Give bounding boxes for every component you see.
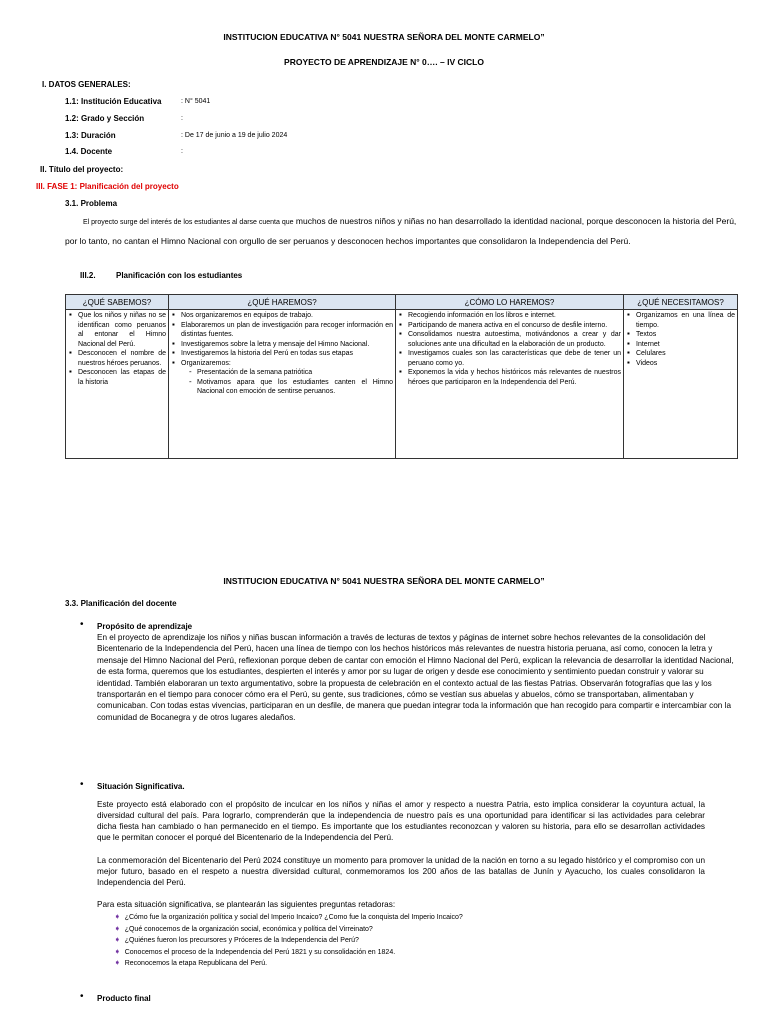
datos-label-4: 1.4. Docente (65, 147, 113, 156)
list-item: ▪ Internet (636, 340, 735, 350)
list-item: ▪ Organizaremos: (181, 359, 393, 369)
header-necesitamos: ¿QUÉ NECESITAMOS? (624, 295, 738, 310)
list-item: ▪ Nos organizaremos en equipos de trabajo. (181, 311, 393, 321)
table-row (66, 310, 738, 459)
datos-value-2: : (181, 115, 183, 122)
datos-generales-title: I. DATOS GENERALES: (42, 80, 131, 89)
proposito-title: Propósito de aprendizaje (97, 622, 193, 631)
planificacion-label: Planificación con los estudiantes (116, 271, 243, 280)
producto-title: Producto final (97, 994, 151, 1003)
bullet-icon: • (80, 779, 84, 790)
list-item: ▪ Celulares (636, 349, 735, 359)
arrow-bullet-icon: ➧ (114, 946, 121, 956)
list-item: ▪ Exponemos la vida y hechos históricos más relevantes de nuestros héroes que participaron en la Independencia del Perú. (408, 368, 621, 387)
datos-label-3: 1.3: Duración (65, 131, 116, 140)
arrow-bullet-icon: ➧ (114, 912, 121, 921)
list-item: ➧ Reconocemos la etapa Republicana del Perú. (114, 958, 268, 967)
list-item: - Presentación de la semana patriótica (197, 368, 393, 378)
proposito-text: En el proyecto de aprendizaje los niños y niñas buscan información a través de lecturas de textos y páginas de internet sobre hechos relevantes de la consolidación del Bicentenario de la Independencia del Perú, hacen una línea de tiempo con los hechos históricos más relevantes de nuestra historia peruana, así como, conocen la letra y mensaje del Himno Nacional del Perú, reflexionan porque deben de cantar con emoción el Himno Nacional del Perú, explican la relevancia de desarrollar la identidad Nacional, de esta forma, queremos que los estudiantes, despierten el interés y amor por su lugar de origen y desde ese conocimiento y sentimiento puedan construir y valorar su identidad. También elaboraran un texto argumentativo, sobre la propuesta de celebración en el contexto actual de las fiestas Patrias. Observarán fotografías que las y los transportarán en el tiempo para conocer cómo era el Perú, su gente, sus tradiciones, cómo se vestían sus abuelas y abuelos, cómo se transportaban, alimentaban y comunicaban. Con todas estas vivencias, participaran en un desfile, de manera que puedan integrar toda la información que han recogido para compartir e intercambiar con la comunidad de Bocanegra y de otros lugares aledaños. (97, 633, 734, 722)
list-item: ▪ Elaboraremos un plan de investigación para recoger información en distintas fuentes. (181, 321, 393, 340)
list-item: ▪ Textos (636, 330, 735, 340)
list-item: ▪ Investigaremos sobre la letra y mensaje del Himno Nacional. (181, 340, 393, 350)
problema-label: 3.1. Problema (65, 199, 118, 208)
list-item: ▪ Videos (636, 359, 735, 369)
datos-label-1: 1.1: Institución Educativa (65, 97, 162, 106)
list-item: ▪ Investigaremos la historia del Perú en todas sus etapas (181, 349, 393, 359)
header-como: ¿CÓMO LO HAREMOS? (396, 295, 624, 310)
list-item: ▪ Participando de manera activa en el concurso de desfile interno. (408, 321, 621, 331)
list-item: ➧ ¿Cómo fue la organización política y social del Imperio Incaico? ¿Como fue la conquista del Imperio Incaico? (114, 912, 463, 921)
problema-text (65, 212, 737, 251)
list-item: ▪ Consolidamos nuestra autoestima, motivándonos a crear y dar soluciones ante una dificultad en la elaboración de un producto. (408, 330, 621, 349)
problema-text-main: muchos de nuestros niños y niñas no han desarrollado la identidad nacional, porque desconocen la historia del Perú, por lo tanto, no cantan el Himno Nacional con orgullo de ser peruanos y desconocen hechos importantes que consolidaron la Independencia del Perú. (65, 216, 737, 246)
planificacion-num: III.2. (80, 271, 96, 280)
header-sabemos: ¿QUÉ SABEMOS? (66, 295, 169, 310)
list-item: - Motivamos apara que los estudiantes canten el Himno Nacional con emoción de sentirse peruanos. (197, 378, 393, 397)
docente-label: 3.3. Planificación del docente (65, 599, 177, 608)
list-item: ➧ Conocemos el proceso de la Independencia del Perú 1821 y su consolidación en 1824. (114, 946, 396, 956)
situacion-title: Situación Significativa. (97, 782, 185, 791)
fase-heading: III. FASE 1: Planificación del proyecto (36, 182, 179, 191)
datos-label-2: 1.2: Grado y Sección (65, 114, 145, 123)
list-item: ▪ Que los niños y niñas no se identifican como peruanos al entonar el Himno Nacional del Perú. (78, 311, 166, 349)
cell-sabemos (66, 310, 169, 459)
titulo-proyecto: II. Título del proyecto: (40, 165, 124, 174)
list-item: ▪ Desconocen el nombre de nuestros héroes peruanos. (78, 349, 166, 368)
project-subtitle: PROYECTO DE APRENDIZAJE N° 0…. – IV CICLO (284, 57, 484, 67)
header-haremos: ¿QUÉ HAREMOS? (169, 295, 396, 310)
arrow-bullet-icon: ➧ (114, 923, 121, 933)
list-item: ▪ Recogiendo información en los libros e internet. (408, 311, 621, 321)
problema-text-intro: El proyecto surge del interés de los estudiantes al darse cuenta que (83, 219, 294, 226)
situacion-p3: Para esta situación significativa, se plantearán las siguientes preguntas retadoras: (97, 900, 396, 909)
bullet-icon: • (80, 619, 84, 630)
list-item: ➧ ¿Qué conocemos de la organización social, económica y política del Virreinato? (114, 923, 373, 933)
planning-table (65, 294, 738, 459)
datos-value-1: : N° 5041 (181, 98, 211, 105)
arrow-bullet-icon: ➧ (114, 935, 121, 944)
list-item: ▪ Investigamos cuales son las características que debe de tener un peruano como yo. (408, 349, 621, 368)
preguntas-list (114, 912, 714, 970)
datos-value-3: : De 17 de junio a 19 de julio 2024 (181, 132, 288, 139)
bullet-icon: • (80, 991, 84, 1002)
table-header-row (66, 295, 738, 310)
list-item: ➧ ¿Quiénes fueron los precursores y Próceres de la Independencia del Perú? (114, 935, 359, 944)
arrow-bullet-icon: ➧ (114, 958, 121, 967)
datos-value-4: : (181, 148, 183, 155)
list-item: ▪ Desconocen las etapas de la historia (78, 368, 166, 387)
school-header: INSTITUCION EDUCATIVA N° 5041 NUESTRA SEÑORA DEL MONTE CARMELO” (223, 32, 545, 42)
list-item: ▪ Organizamos en una línea de tiempo. (636, 311, 735, 330)
cell-haremos (169, 310, 396, 459)
school-header-2: INSTITUCION EDUCATIVA N° 5041 NUESTRA SEÑORA DEL MONTE CARMELO” (223, 576, 545, 586)
cell-como (396, 310, 624, 459)
situacion-p2: La conmemoración del Bicentenario del Perú 2024 constituye un momento para promover la unidad de la nación en torno a su legado histórico y el compromiso con un mejor futuro, basado en el respeto a nuestra diversidad cultural, conmemoramos los 200 años de las batallas de Junín y Ayacucho, los cuales consolidaron la Independencia del Perú. (97, 856, 705, 887)
cell-necesitamos (624, 310, 738, 459)
situacion-p1: Este proyecto está elaborado con el propósito de inculcar en los niños y niñas el amor y respecto a nuestra Patria, esto implica considerar la coyuntura actual, la diversidad cultural del país. Para lograrlo, comprenderán que la independencia de nuestro país es una oportunidad para identificar si las actividades para celebrar dicha fiesta han cambiado o han permanecido en el tiempo. Es importante que los estudiantes reconozcan y valoren su historia, para ello se desarrollan actividades que le permitan conocer el porqué del Bicentenario de la Independencia del Perú. (97, 800, 705, 842)
